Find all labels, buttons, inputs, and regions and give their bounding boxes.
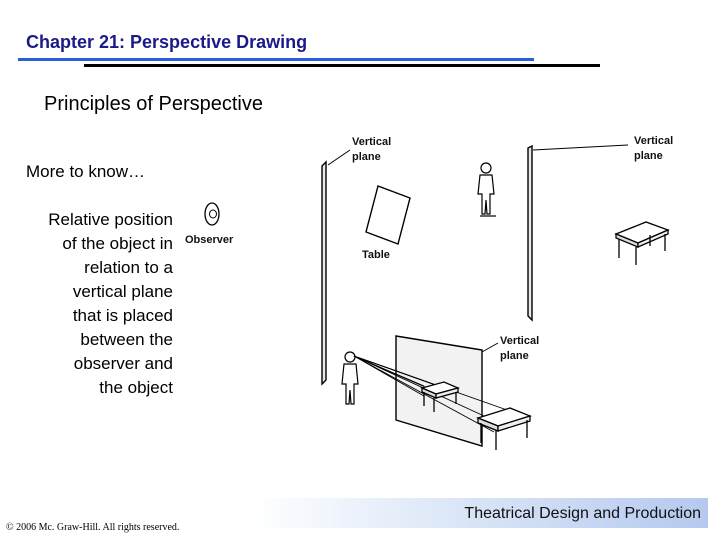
plan-table-label: Table [362, 249, 390, 261]
slide-subhead: More to know… [26, 162, 146, 181]
body-line: between the [80, 330, 173, 349]
body-line: Relative position [48, 210, 173, 229]
plane-leader-line [328, 150, 350, 165]
3d-plane-label-line1: Vertical [500, 335, 540, 347]
3d-plane-label-line2: plane [500, 350, 529, 362]
body-line: relation to a [84, 258, 173, 277]
observer-label: Observer [185, 234, 234, 246]
elevation-plane-label-line1: Vertical [634, 135, 674, 147]
footer-course-title: Theatrical Design and Production [464, 505, 701, 522]
chapter-title: Chapter 21: Perspective Drawing [26, 32, 308, 52]
3d-plane-leader [482, 343, 498, 352]
footer-copyright: © 2006 Mc. Graw-Hill. All rights reserved. [6, 522, 180, 533]
body-line: that is placed [72, 306, 173, 325]
far-table [478, 408, 530, 450]
perspective-illustration [180, 128, 710, 458]
header-rule-black [84, 64, 600, 67]
plan-view-diagram [185, 136, 410, 384]
perspective-3d-diagram [342, 335, 539, 450]
elevation-vertical-plane [528, 146, 532, 320]
elevation-plane-leader [533, 145, 628, 150]
elevation-table [616, 222, 668, 265]
plan-vertical-plane [322, 162, 326, 384]
body-line: observer and [73, 354, 173, 373]
body-text [18, 208, 173, 400]
header-rule-blue [18, 58, 534, 61]
elevation-view-diagram [478, 135, 673, 320]
elevation-plane-label-line2: plane [634, 150, 663, 162]
plan-plane-label-line2: plane [352, 151, 381, 163]
plan-table-top [366, 186, 410, 244]
body-line: the object [99, 378, 173, 397]
plan-plane-label-line1: Vertical [352, 136, 392, 148]
elevation-figure-person [478, 163, 496, 216]
3d-observer-figure [342, 352, 358, 404]
slide-title: Principles of Perspective [44, 93, 263, 115]
body-line: vertical plane [72, 282, 173, 301]
observer-head-inner [210, 210, 217, 218]
body-line: of the object in [62, 234, 173, 253]
